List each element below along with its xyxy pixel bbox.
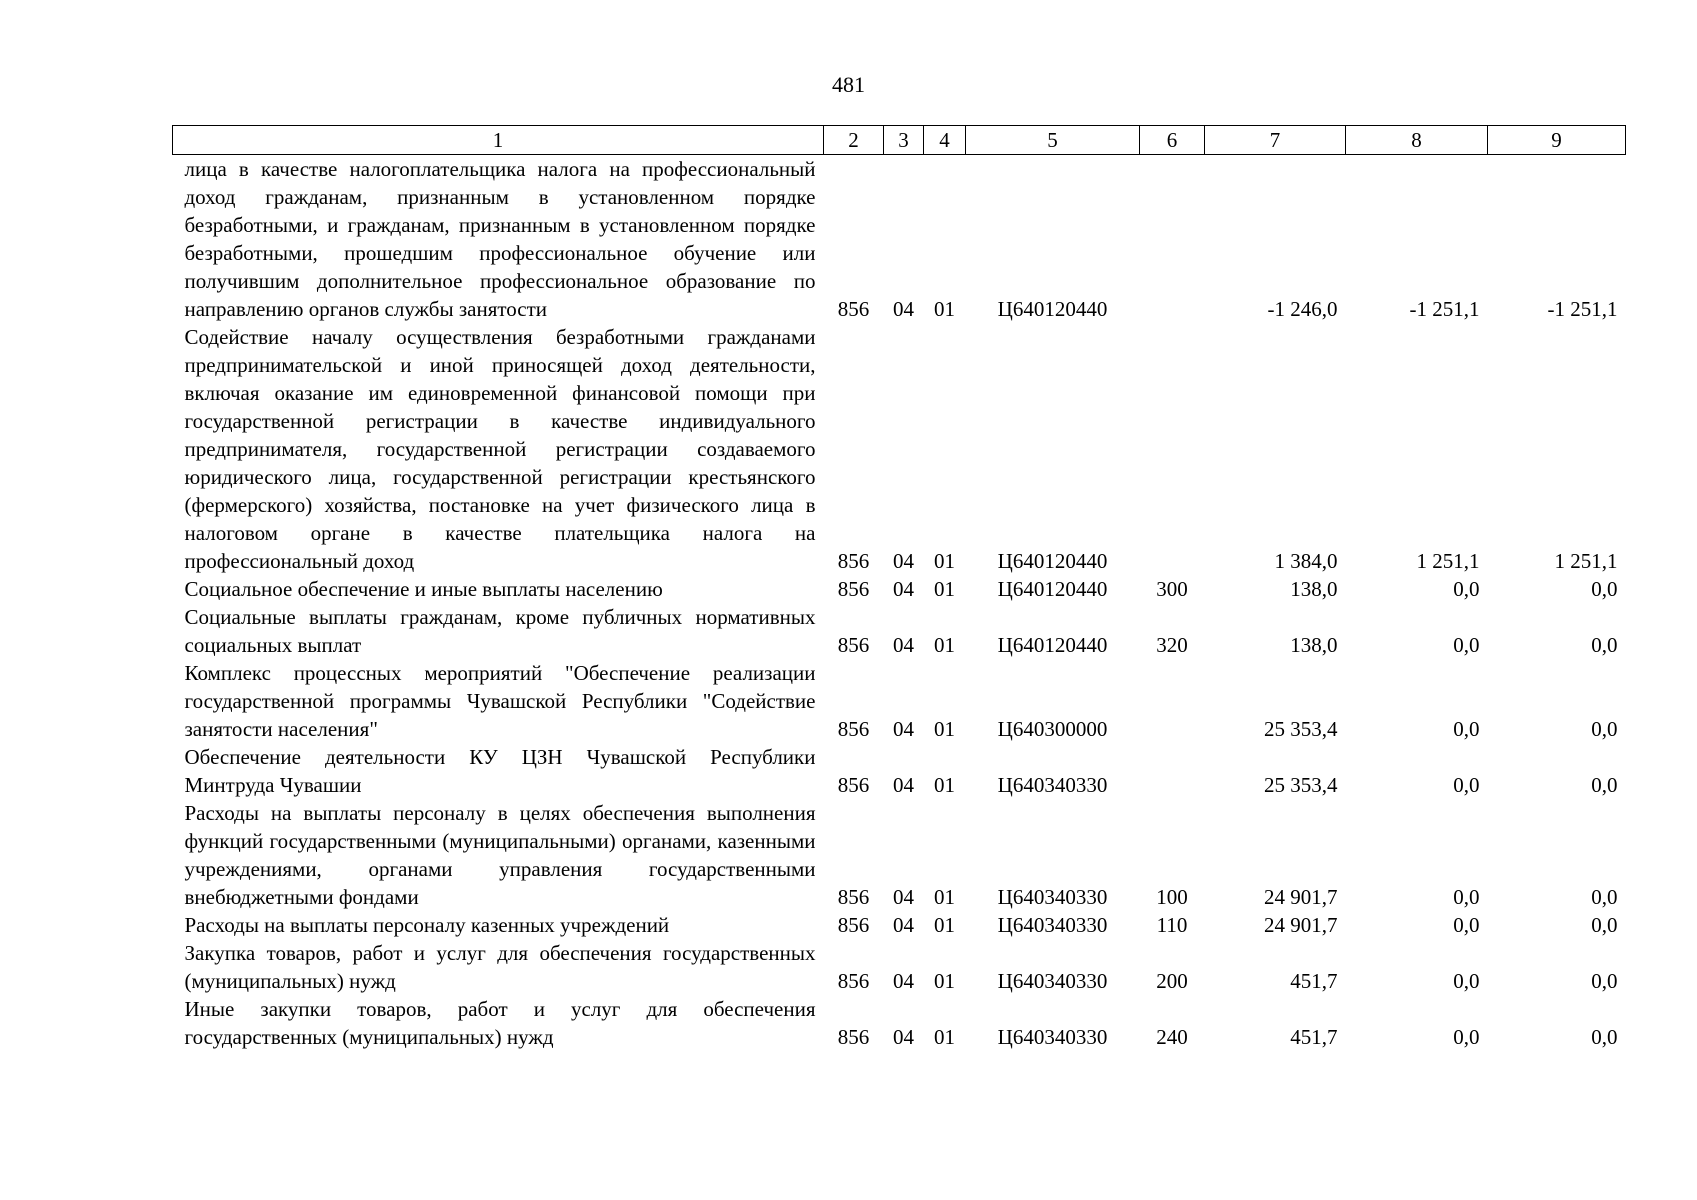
row-subsection: 01 (934, 297, 955, 321)
row-amount-8: 0,0 (1453, 913, 1480, 937)
row-target-article: Ц640120440 (997, 297, 1108, 321)
row-expense-type (1140, 323, 1205, 575)
row-amount-8: 1 251,1 (1416, 549, 1480, 573)
row-target-article: Ц640120440 (997, 577, 1108, 601)
row-amount-8: 0,0 (1453, 633, 1480, 657)
row-amount-7: 138,0 (1290, 577, 1338, 601)
column-header-4: 4 (924, 126, 966, 155)
row-subsection: 01 (934, 633, 955, 657)
row-amount-9: 0,0 (1591, 969, 1618, 993)
column-header-8: 8 (1346, 126, 1488, 155)
row-ministry: 856 (837, 717, 870, 741)
row-expense-type: 300 (1156, 577, 1188, 601)
row-amount-7: 451,7 (1290, 969, 1338, 993)
row-section: 04 (893, 717, 914, 741)
table-row (173, 659, 1626, 743)
row-ministry: 856 (837, 633, 870, 657)
row-amount-9: 1 251,1 (1554, 549, 1618, 573)
table-row (173, 603, 1626, 659)
row-amount-7: 24 901,7 (1264, 885, 1338, 909)
row-name: Социальные выплаты гражданам, кроме публичных нормативных социальных выплат (184, 605, 816, 657)
table-row (173, 911, 1626, 939)
row-amount-9: 0,0 (1591, 633, 1618, 657)
column-header-3: 3 (884, 126, 924, 155)
table-row (173, 155, 1626, 324)
table-body (173, 155, 1626, 1052)
row-target-article: Ц640340330 (997, 773, 1108, 797)
table-row (173, 323, 1626, 575)
row-expense-type: 200 (1156, 969, 1188, 993)
row-subsection: 01 (934, 885, 955, 909)
row-target-article: Ц640340330 (997, 1025, 1108, 1049)
row-subsection: 01 (934, 577, 955, 601)
column-header-6: 6 (1140, 126, 1205, 155)
row-subsection: 01 (934, 1025, 955, 1049)
table-row (173, 743, 1626, 799)
row-name: Расходы на выплаты персоналу в целях обеспечения выполнения функций государственными (муниципальными) органами, казенными учреждениями, органами управления государственными внебюджетными фондами (184, 801, 816, 909)
row-amount-8: 0,0 (1453, 717, 1480, 741)
row-amount-9: 0,0 (1591, 577, 1618, 601)
row-ministry: 856 (837, 1025, 870, 1049)
row-name: Социальное обеспечение и иные выплаты населению (184, 577, 663, 601)
row-expense-type (1140, 659, 1205, 743)
row-expense-type: 100 (1156, 885, 1188, 909)
row-amount-7: 1 384,0 (1274, 549, 1338, 573)
row-amount-8: 0,0 (1453, 773, 1480, 797)
budget-table (172, 125, 1626, 1051)
row-target-article: Ц640340330 (997, 913, 1108, 937)
row-subsection: 01 (934, 773, 955, 797)
row-section: 04 (893, 633, 914, 657)
row-expense-type: 110 (1156, 913, 1188, 937)
row-target-article: Ц640340330 (997, 885, 1108, 909)
row-amount-7: 25 353,4 (1264, 773, 1338, 797)
column-header-9: 9 (1488, 126, 1626, 155)
row-amount-8: 0,0 (1453, 1025, 1480, 1049)
row-amount-9: -1 251,1 (1547, 297, 1618, 321)
column-header-7: 7 (1205, 126, 1346, 155)
row-section: 04 (893, 969, 914, 993)
column-header-2: 2 (824, 126, 884, 155)
row-name: Комплекс процессных мероприятий "Обеспечение реализации государственной программы Чувашской Республики "Содействие занятости населения" (184, 661, 816, 741)
row-amount-9: 0,0 (1591, 717, 1618, 741)
row-amount-8: -1 251,1 (1409, 297, 1480, 321)
row-ministry: 856 (837, 969, 870, 993)
row-name: Закупка товаров, работ и услуг для обеспечения государственных (муниципальных) нужд (184, 941, 816, 993)
column-header-1: 1 (173, 126, 824, 155)
row-name: Содействие началу осуществления безработными гражданами предпринимательской и иной приносящей доход деятельности, включая оказание им единовременной финансовой помощи при государственной регистрации в качестве индивидуального предпринимателя, государственной регистрации создаваемого юридического лица, государственной регистрации крестьянского (фермерского) хозяйства, постановке на учет физического лица в налоговом органе в качестве плательщика налога на профессиональный доход (184, 325, 816, 573)
row-amount-7: 138,0 (1290, 633, 1338, 657)
row-amount-8: 0,0 (1453, 577, 1480, 601)
row-ministry: 856 (837, 885, 870, 909)
row-ministry: 856 (837, 773, 870, 797)
row-amount-7: 451,7 (1290, 1025, 1338, 1049)
row-amount-9: 0,0 (1591, 773, 1618, 797)
row-target-article: Ц640120440 (997, 549, 1108, 573)
table-row (173, 939, 1626, 995)
row-target-article: Ц640120440 (997, 633, 1108, 657)
row-target-article: Ц640340330 (997, 969, 1108, 993)
row-name: Обеспечение деятельности КУ ЦЗН Чувашской Республики Минтруда Чувашии (184, 745, 816, 797)
row-expense-type (1140, 155, 1205, 324)
page-number: 481 (832, 72, 865, 97)
row-expense-type: 320 (1156, 633, 1188, 657)
row-section: 04 (893, 773, 914, 797)
row-amount-8: 0,0 (1453, 969, 1480, 993)
row-section: 04 (893, 549, 914, 573)
row-name: лица в качестве налогоплательщика налога на профессиональный доход гражданам, признанным в установленном порядке безработными, и гражданам, признанным в установленном порядке безработными, прошедшим профессиональное обучение или получившим дополнительное профессиональное образование по направлению органов службы занятости (184, 157, 816, 321)
row-ministry: 856 (837, 297, 870, 321)
row-section: 04 (893, 913, 914, 937)
row-expense-type (1140, 743, 1205, 799)
row-amount-9: 0,0 (1591, 913, 1618, 937)
row-amount-9: 0,0 (1591, 885, 1618, 909)
row-subsection: 01 (934, 717, 955, 741)
row-name: Расходы на выплаты персоналу казенных учреждений (184, 913, 670, 937)
row-subsection: 01 (934, 549, 955, 573)
row-section: 04 (893, 1025, 914, 1049)
column-header-5: 5 (966, 126, 1140, 155)
row-amount-7: -1 246,0 (1267, 297, 1338, 321)
row-ministry: 856 (837, 577, 870, 601)
row-amount-9: 0,0 (1591, 1025, 1618, 1049)
row-target-article: Ц640300000 (997, 717, 1108, 741)
row-section: 04 (893, 577, 914, 601)
table-row (173, 575, 1626, 603)
row-amount-7: 25 353,4 (1264, 717, 1338, 741)
row-ministry: 856 (837, 913, 870, 937)
row-subsection: 01 (934, 969, 955, 993)
row-expense-type: 240 (1156, 1025, 1188, 1049)
row-subsection: 01 (934, 913, 955, 937)
table-header (173, 126, 1626, 155)
row-ministry: 856 (837, 549, 870, 573)
row-name: Иные закупки товаров, работ и услуг для обеспечения государственных (муниципальных) нужд (184, 997, 816, 1049)
row-section: 04 (893, 885, 914, 909)
row-amount-8: 0,0 (1453, 885, 1480, 909)
row-amount-7: 24 901,7 (1264, 913, 1338, 937)
header-row (173, 126, 1626, 155)
table-row (173, 799, 1626, 911)
row-section: 04 (893, 297, 914, 321)
table-row (173, 995, 1626, 1051)
